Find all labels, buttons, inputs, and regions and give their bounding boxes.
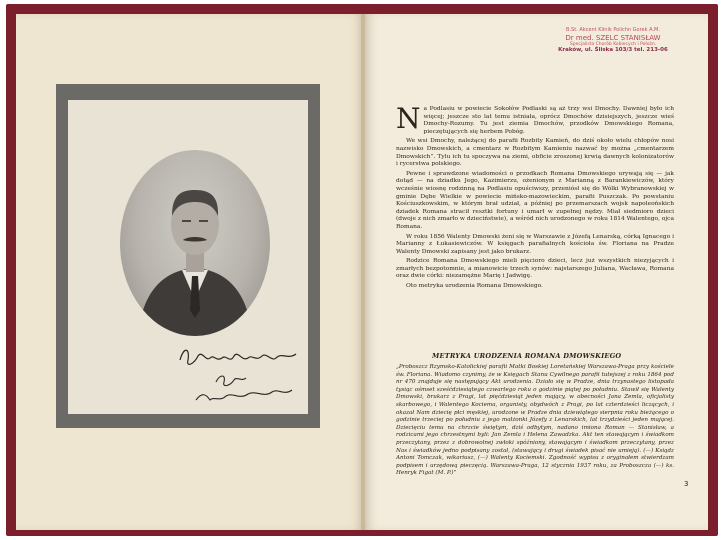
library-stamp: [540, 28, 686, 53]
page-number: 3: [684, 480, 689, 488]
section-heading: METRYKA URODZENIA ROMANA DMOWSKIEGO: [432, 352, 622, 360]
portrait-figure: [120, 150, 270, 336]
paragraph-text: a Podlasiu w powiecie Sokołów Podlaski są aż trzy wsi Dmochy. Dawniej było ich więcej; jeszcze sto lat temu istniała, oprócz Dmochów dzisiejszych, jeszcze wieś Dmochy-Rozumy. Tu jest ziemia Dmochów, przodków Dmowskiego Romana, pieczętujących się herbem Pobóg.: [423, 106, 674, 135]
drop-cap: N: [396, 102, 421, 135]
paragraph: W roku 1856 Walenty Dmowski żeni się w Warszawie z Józefą Lenarską, córką Ignacego i Marianny z Łukasiewiczów. W księgach parafialnych kościoła św. Floriana na Pradze Walenty Dmowski zapisany jest jako brukarz.: [396, 233, 674, 255]
stamp-name: Dr med. SZELC STANISŁAW: [565, 33, 661, 42]
portrait-photo: [120, 150, 270, 336]
body-text: [396, 102, 674, 293]
paragraph: Oto metryka urodzenia Romana Dmowskiego.: [406, 283, 543, 290]
paragraph: We wsi Dmochy, należącej do parafii Rozbity Kamień, do dziś około wielu chłopów nosi nazwisko Dmowskich, a cmentarz w Rozbitym Kamieniu nazwać by można „cmentarzem Dmowskich”. Tylu ich tu spoczywa na ziemi, obficie zroszonej krwią dawnych kolonizatorów i rycerstwa polskiego.: [396, 138, 674, 168]
paragraph: Rodzice Romana Dmowskiego mieli pięcioro dzieci, lecz już wszystkich niezyjących i zmarłych bezpotomnie, a mianowicie trzech synów: najstarszego Juliana, Wacława, Romana oraz dwie córki: niezamężne Marię i Jadwigę.: [396, 258, 674, 280]
paragraph: [396, 102, 674, 136]
stamp-address: Kraków, ul. Śliska 103/3 tel. 213-06: [558, 46, 668, 53]
handwritten-signature: [176, 338, 306, 408]
stamp-line: Specjalista Chorób Kobiecych i Położn.: [569, 41, 657, 47]
birth-certificate-text: „Proboszcz Rzymsko-Katolickiej parafii Matki Boskiej Loretańskiej Warszawa-Praga przy kościele św. Floriana. Wiadomo czynimy, że w Księgach Stanu Cywilnego parafii tutejszej z roku 1864 pod nr 470 znajduje się następujący Akt urodzenia. Działo się w Pradze, dnia trzynastego listopada tysiąc ośmset sześćdziesiątego czwartego roku o godzinie piątej po południu. Stawił się Walenty Dmowski, brukarz z Pragi, lat pięćdziesiąt jeden mający, w obecności Jana Zemla, oficjalisty skarbowego, i Walentego Kociema, organisty, obydwóch z Pragi, po lat czterdzieści liczących, i okazał Nam dziecię płci męskiej, urodzone w Pradze dnia dziewiątego sierpnia roku bieżącego o godzinie trzeciej po południu z jego małżonki Józefy z Lenarskich, lat trzydzieści jeden mającej. Dziecięciu temu na chrzcie świętym, dziś odbytym, nadano imiona Roman — Stanisław, a rodzicami jego chrzestnymi byli: Jan Zemla i Helena Zawadzka. Akt ten stawającym i świadkom przeczytany, przez z dobrowolnej zwłoki spóźniony, stawającym i świadkom przeczytany, przez Nas i świadków jedno podpisany został, (stawający i drugi świadek pisać nie umieją). (—) Ksiądz Antoni Tomczak, wikariusz, (—) Walenty Kociemski. Zgodność wypisu z oryginałem stwierdzam podpisem i urzędową pieczęcią. Warszawa-Praga, 12 stycznia 1937 roku, za Proboszcza (—) ks. Henryk Figat (M. P.)”: [396, 364, 674, 477]
paragraph: Pewne i sprawdzone wiadomości o przodkach Romana Dmowskiego urywają się — jak dotąd — na dziadku Jego, Kazimierzu, ożenionym z Marianną z Barankiewiczów, który wcześnie wiosnę rodzinną na Podlasiu opuściwszy, przeniósł się do Wólki Wybranowskiej w gminie Dębe Wielkie w powiecie mińsko-mazowieckim, parafii Puszczak. Po powstaniu Kościuszkowskim, w którym brał udział, a później po przemarszach wojsk napoleońskich dziadek Romana stracił resztki fortuny i umarł w zupełnej nędzy. Miał siedmioro dzieci (dwoje z nich zmarło w dzieciństwie), a wśród nich urodzonego w roku 1814 Walentego, ojca Romana.: [396, 170, 674, 230]
book-gutter: [361, 14, 365, 530]
stamp-line: B.St. Akcent Klinik Polichn Gorek A.M.: [566, 27, 660, 33]
